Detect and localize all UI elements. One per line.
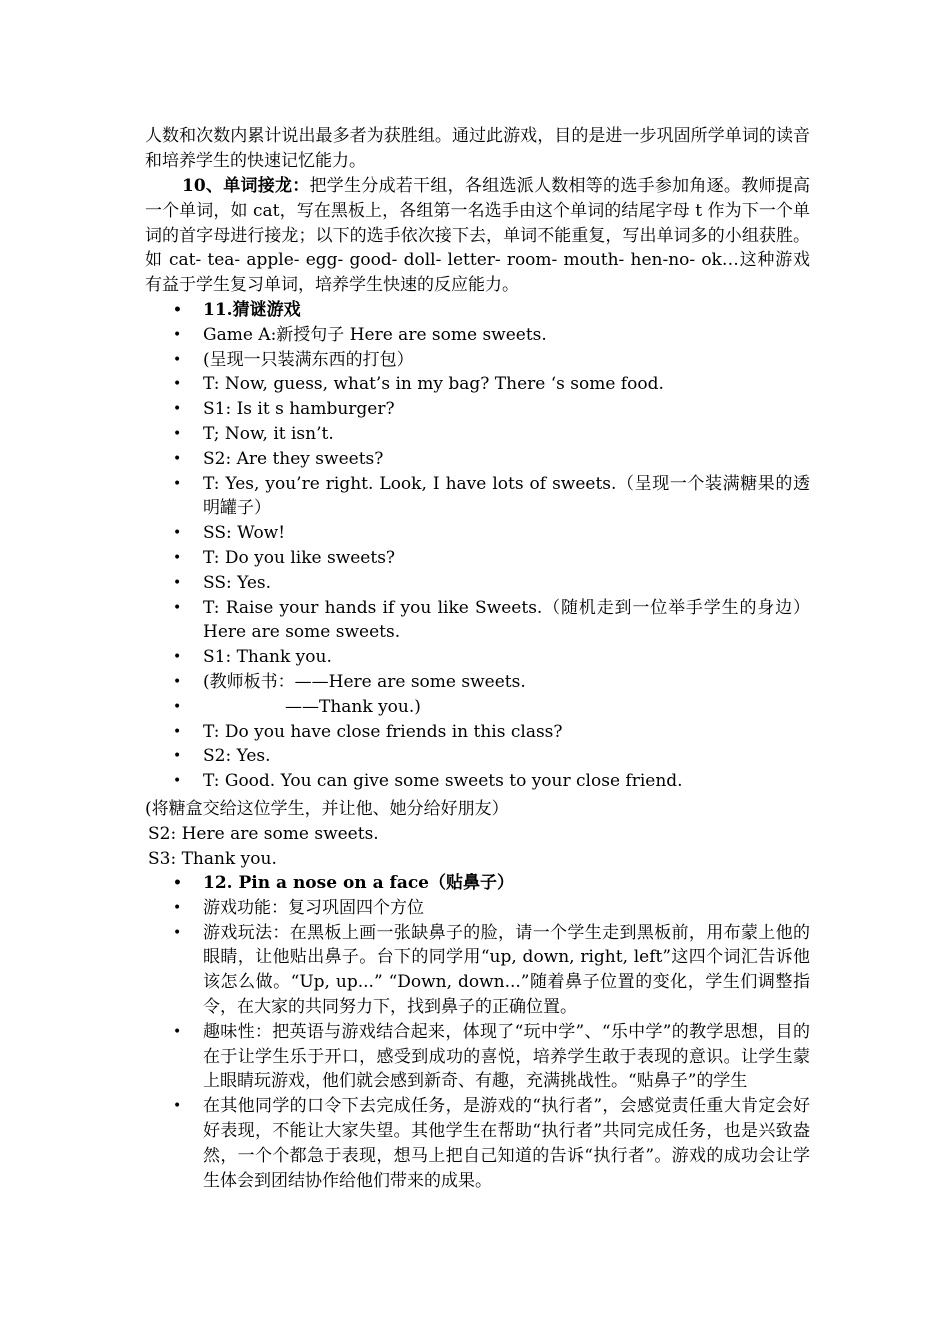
- list-item-text: S2: Are they sweets?: [203, 448, 384, 469]
- list-item-text: T: Yes, you’re right. Look, I have lots of sweets.（呈现一个装满糖果的透明罐子）: [203, 473, 810, 519]
- list-item: [0, 670, 810, 695]
- list-item-text: S1: Is it s hamburger?: [203, 399, 395, 420]
- list-item: [0, 397, 810, 422]
- paragraph-word-chain: [145, 174, 810, 298]
- pin-nose-list: [0, 871, 810, 1193]
- bullet-icon: •: [173, 525, 182, 542]
- list-item: [0, 871, 810, 896]
- list-item: [0, 1094, 810, 1193]
- list-item: [0, 744, 810, 769]
- list-item-text: T: Raise your hands if you like Sweets.（随机走到一位举手学生的身边）Here are some sweets.: [203, 597, 810, 643]
- list-item-text: T: Good. You can give some sweets to your close friend.: [203, 771, 683, 792]
- bullet-icon: •: [173, 549, 182, 566]
- list-item: [0, 472, 810, 522]
- bullet-icon: •: [173, 376, 182, 393]
- list-item: [0, 521, 810, 546]
- list-item-text: SS: Yes.: [203, 572, 272, 593]
- bullet-icon: •: [173, 773, 182, 790]
- bullet-icon: •: [173, 574, 182, 591]
- plain-line-note: (将糖盒交给这位学生，并让他、她分给好朋友）: [145, 799, 509, 819]
- list-item: [0, 769, 810, 794]
- list-item: [0, 571, 810, 596]
- bullet-icon: •: [173, 698, 182, 715]
- bullet-icon: •: [173, 723, 182, 740]
- bullet-icon: •: [173, 899, 182, 916]
- list-item-text: 游戏功能：复习巩固四个方位: [203, 897, 424, 918]
- list-item-text: 游戏玩法：在黑板上画一张缺鼻子的脸，请一个学生走到黑板前，用布蒙上他的眼睛，让他贴出鼻子。台下的同学用“up, down, right, left”这四个词汇告诉他该怎么做。“Up, up...” “Down, down...”随着鼻子位置的变化，学生们调整指令，在大家的共同努力下，找到鼻子的正确位置。: [203, 922, 810, 1017]
- list-item-text: 11.猜谜游戏: [203, 300, 301, 320]
- bullet-icon: •: [173, 475, 182, 492]
- bullet-icon: •: [173, 875, 182, 891]
- bullet-icon: •: [173, 351, 182, 368]
- list-item-text: T: Do you have close friends in this class?: [203, 721, 563, 742]
- list-item-text: ——Thank you.): [285, 696, 421, 717]
- bullet-icon: •: [173, 1023, 182, 1040]
- list-item: [0, 348, 810, 373]
- list-item-text: Game A:新授句子 Here are some sweets.: [203, 324, 547, 345]
- list-item: [0, 323, 810, 348]
- list-item-text: 趣味性：把英语与游戏结合起来，体现了“玩中学”、“乐中学”的教学思想，目的在于让学生乐于开口，感受到成功的喜悦，培养学生敢于表现的意识。让学生蒙上眼睛玩游戏，他们就会感到新奇、有趣，充满挑战性。“贴鼻子”的学生: [203, 1021, 810, 1092]
- paragraph-game9-end: 人数和次数内累计说出最多者为获胜组。通过此游戏，目的是进一步巩固所学单词的读音和培养学生的快速记忆能力。: [145, 126, 810, 171]
- bullet-icon: •: [173, 326, 182, 343]
- plain-line-s2: S2: Here are some sweets.: [148, 824, 379, 844]
- list-item: [0, 596, 810, 646]
- bullet-icon: •: [173, 748, 182, 765]
- section-heading-word-chain: 10、单词接龙：: [182, 176, 310, 196]
- plain-line-s3: S3: Thank you.: [148, 849, 277, 869]
- list-item: [0, 447, 810, 472]
- list-item-text: (教师板书：——Here are some sweets.: [203, 671, 526, 692]
- list-item-text: S1: Thank you.: [203, 647, 332, 668]
- list-item: [0, 422, 810, 447]
- list-item: [0, 896, 810, 921]
- bullet-icon: •: [173, 649, 182, 666]
- list-item-text: (呈现一只装满东西的打包）: [203, 349, 414, 370]
- list-item: [0, 921, 810, 1020]
- list-item: [0, 720, 810, 745]
- bullet-icon: •: [173, 401, 182, 418]
- list-item: [0, 1020, 810, 1094]
- list-item: [0, 645, 810, 670]
- list-item: [0, 546, 810, 571]
- list-item-text: S2: Yes.: [203, 746, 271, 767]
- list-item-text: 12. Pin a nose on a face（贴鼻子）: [203, 873, 514, 893]
- list-item-text: T: Now, guess, what’s in my bag? There ‘s some food.: [203, 374, 664, 395]
- bullet-icon: •: [173, 673, 182, 690]
- list-item-text: T; Now, it isn’t.: [203, 423, 334, 444]
- list-item-text: SS: Wow!: [203, 523, 286, 544]
- bullet-icon: •: [173, 425, 182, 442]
- list-item: [0, 695, 810, 720]
- riddle-game-list: [0, 298, 810, 794]
- bullet-icon: •: [173, 1098, 182, 1115]
- bullet-icon: •: [173, 599, 182, 616]
- list-item: [0, 372, 810, 397]
- list-item: [0, 298, 810, 323]
- list-item-text: 在其他同学的口令下去完成任务，是游戏的“执行者”，会感觉责任重大肯定会好好表现，不能让大家失望。其他学生在帮助“执行者”共同完成任务，也是兴致盎然，一个个都急于表现，想马上把自己知道的告诉“执行者”。游戏的成功会让学生体会到团结协作给他们带来的成果。: [203, 1096, 810, 1191]
- bullet-icon: •: [173, 302, 182, 318]
- bullet-icon: •: [173, 924, 182, 941]
- word-chain-body: 把学生分成若干组，各组选派人数相等的选手参加角逐。教师提高一个单词，如 cat，写在黑板上，各组第一名选手由这个单词的结尾字母 t 作为下一个单词的首字母进行接龙；以下的选手依次接下去，单词不能重复，写出单词多的小组获胜。如 cat- tea- apple- egg- good- doll- letter- room- mouth- hen-no- ok…这种游戏有益于学生复习单词，培养学生快速的反应能力。: [145, 176, 810, 296]
- bullet-icon: •: [173, 450, 182, 467]
- list-item-text: T: Do you like sweets?: [203, 547, 396, 568]
